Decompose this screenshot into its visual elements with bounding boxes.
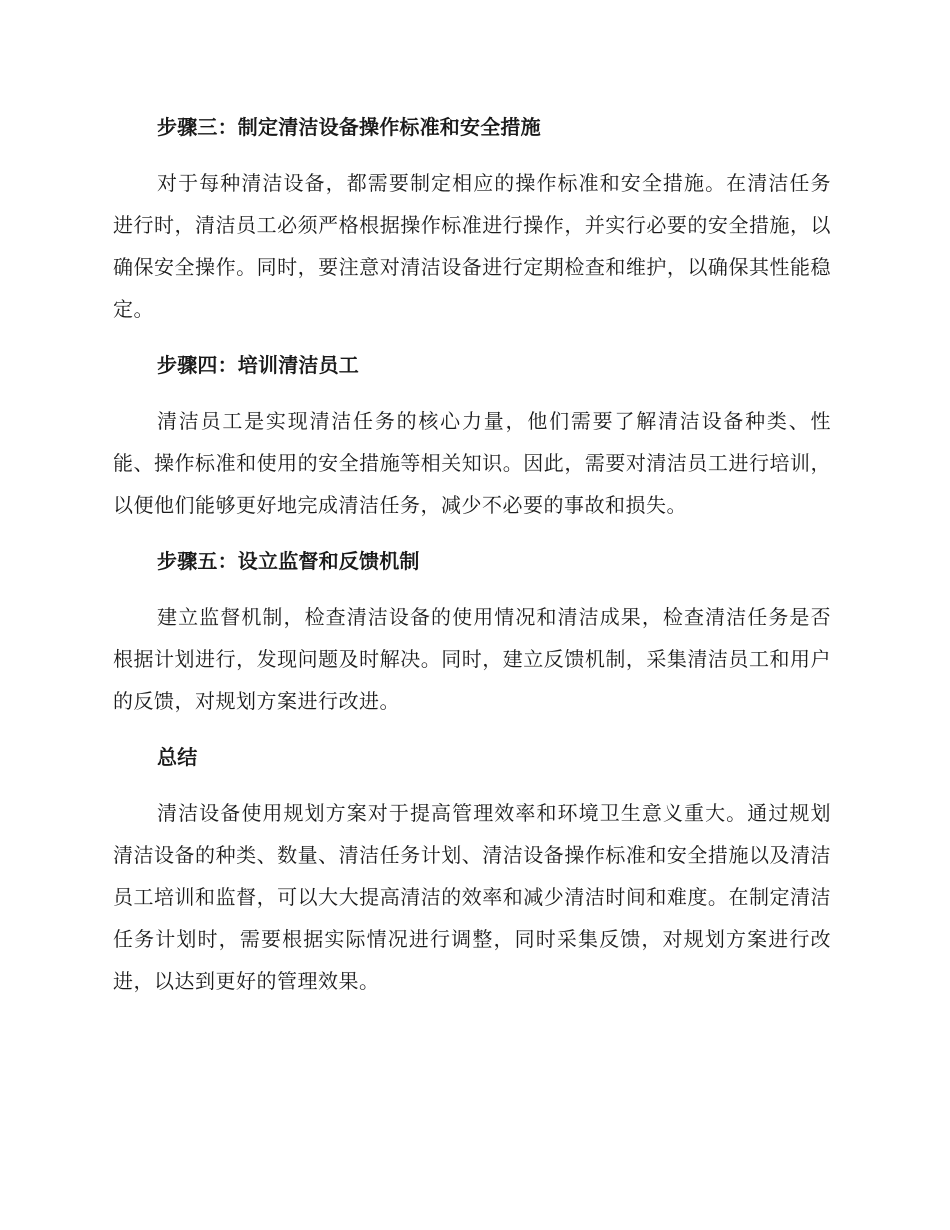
- section-heading: 步骤四：培训清洁员工: [157, 353, 359, 377]
- section-heading: 步骤五：设立监督和反馈机制: [157, 549, 420, 573]
- document-page: [113, 106, 831, 1016]
- section-heading: 步骤三：制定清洁设备操作标准和安全措施: [157, 115, 541, 139]
- section-step-five: [113, 540, 831, 722]
- section-step-three: [113, 106, 831, 330]
- section-paragraph: 对于每种清洁设备，都需要制定相应的操作标准和安全措施。在清洁任务进行时，清洁员工必须严格根据操作标准进行操作，并实行必要的安全措施，以确保安全操作。同时，要注意对清洁设备进行定期检查和维护，以确保其性能稳定。: [113, 171, 831, 321]
- section-paragraph: 清洁员工是实现清洁任务的核心力量，他们需要了解清洁设备种类、性能、操作标准和使用的安全措施等相关知识。因此，需要对清洁员工进行培训，以便他们能够更好地完成清洁任务，减少不必要的事故和损失。: [113, 409, 831, 517]
- section-paragraph: 清洁设备使用规划方案对于提高管理效率和环境卫生意义重大。通过规划清洁设备的种类、数量、清洁任务计划、清洁设备操作标准和安全措施以及清洁员工培训和监督，可以大大提高清洁的效率和减少清洁时间和难度。在制定清洁任务计划时，需要根据实际情况进行调整，同时采集反馈，对规划方案进行改进，以达到更好的管理效果。: [113, 801, 831, 993]
- section-step-four: [113, 344, 831, 526]
- section-paragraph: 建立监督机制，检查清洁设备的使用情况和清洁成果，检查清洁任务是否根据计划进行，发现问题及时解决。同时，建立反馈机制，采集清洁员工和用户的反馈，对规划方案进行改进。: [113, 605, 831, 713]
- section-summary: [113, 736, 831, 1002]
- section-heading: 总结: [157, 745, 198, 769]
